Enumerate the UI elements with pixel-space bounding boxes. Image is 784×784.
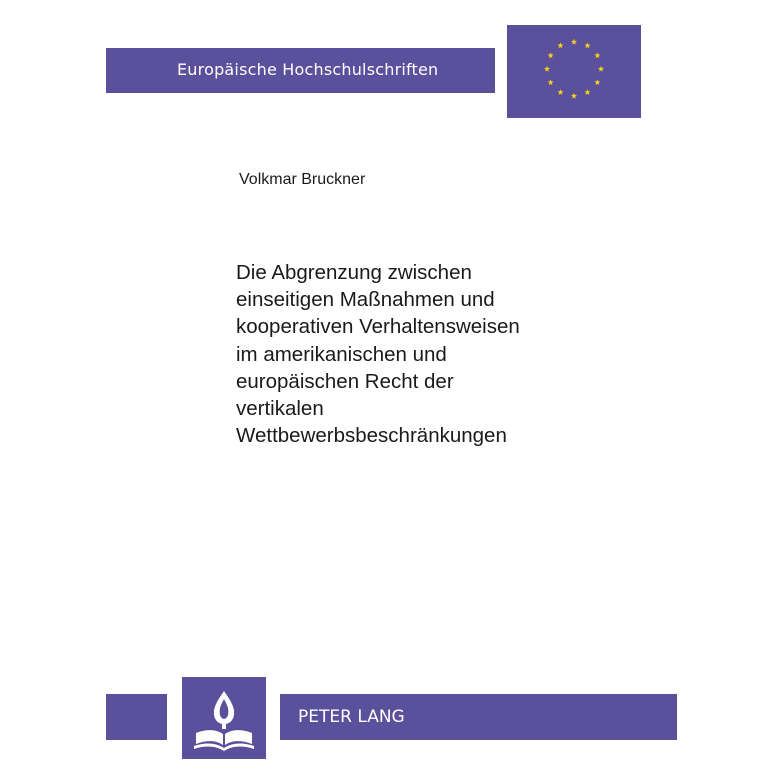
title-line: kooperativen Verhaltensweisen [236, 315, 520, 339]
title-line: Die Abgrenzung zwischen [236, 261, 472, 284]
title-line: im amerikanischen und [236, 342, 447, 366]
author-name: Volkmar Bruckner [239, 171, 366, 188]
flag-star-icon [557, 89, 563, 95]
flag-star-icon [571, 39, 577, 45]
title-line: einseitigen Maßnahmen und [236, 288, 495, 312]
flag-star-icon [584, 42, 590, 48]
decorative-block [106, 694, 167, 740]
flag-star-icon [571, 93, 577, 99]
series-title: Europäische Hochschulschriften [177, 60, 439, 79]
title-line: vertikalen [236, 397, 324, 421]
flag-star-icon [557, 42, 563, 48]
title-line: europäischen Recht der [236, 369, 454, 393]
flag-star-icon [598, 66, 604, 72]
publisher-name: PETER LANG [298, 707, 405, 727]
book-title [236, 259, 656, 449]
flag-star-icon [594, 79, 600, 85]
publisher-logo-icon [182, 677, 266, 759]
flag-star-icon [544, 66, 550, 72]
flag-star-icon [584, 89, 590, 95]
flag-star-icon [548, 52, 554, 58]
flag-star-icon [594, 52, 600, 58]
title-line: Wettbewerbsbeschränkungen [236, 424, 507, 448]
flag-star-icon [548, 79, 554, 85]
eu-flag-icon [507, 25, 641, 118]
